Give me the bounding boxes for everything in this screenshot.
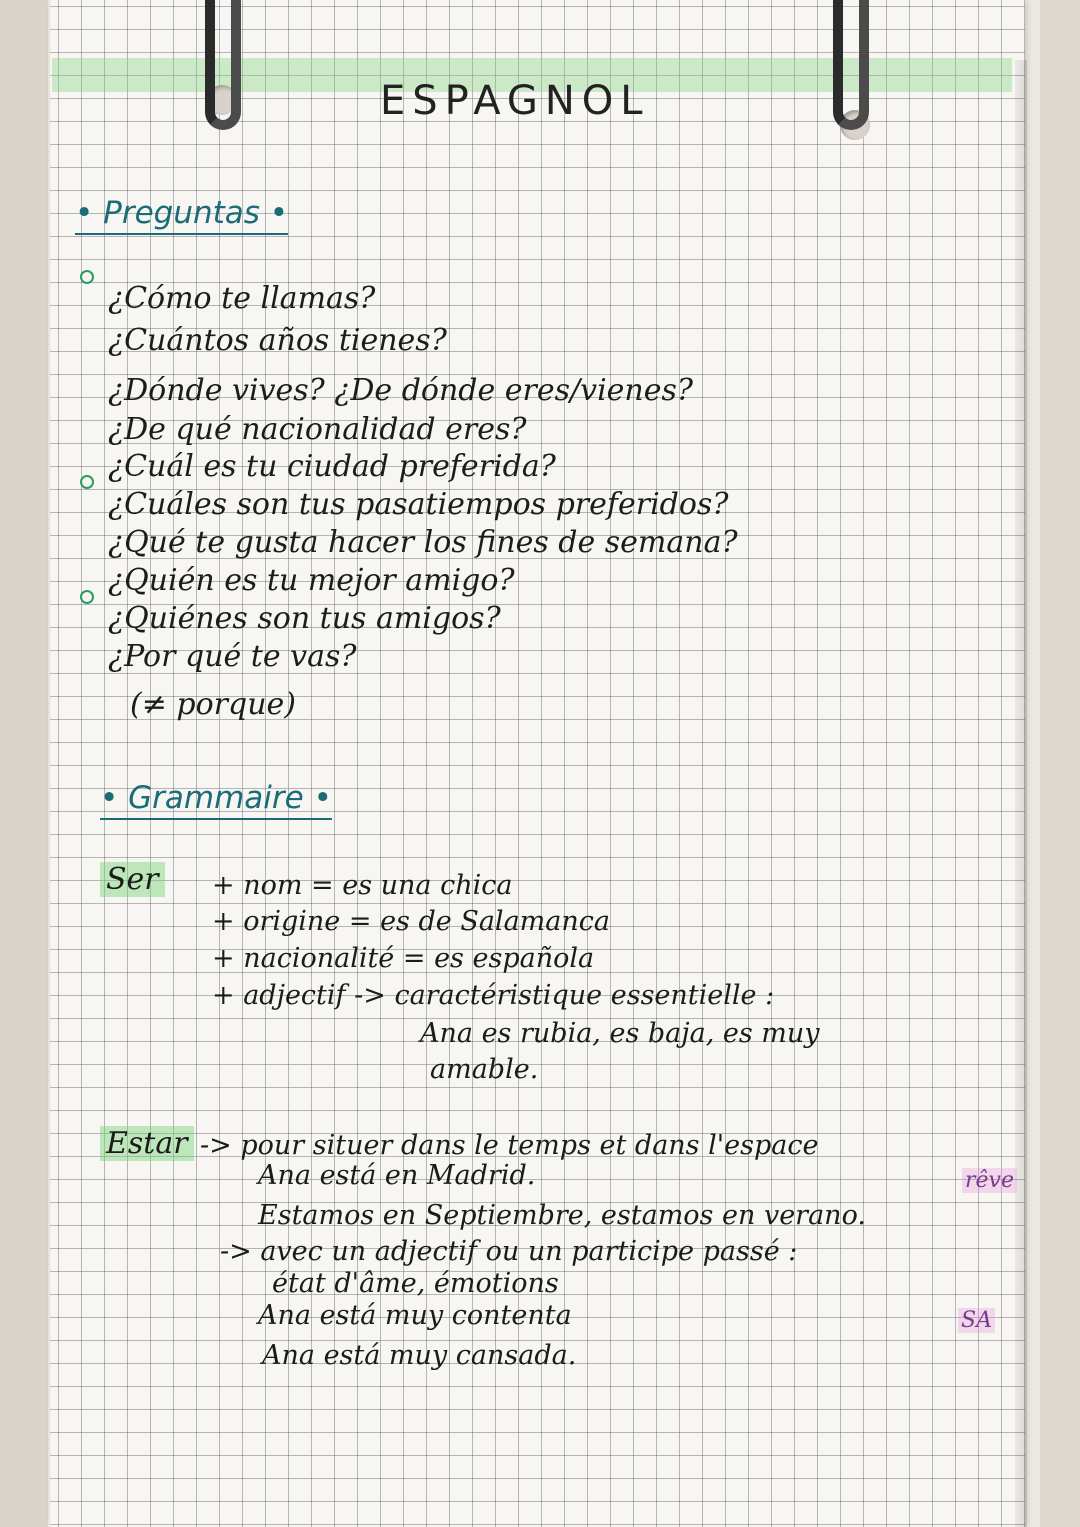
estar-line-1: -> pour situer dans le temps et dans l'espace [200, 1130, 819, 1161]
ser-example-2: amable. [430, 1054, 539, 1085]
estar-line-3: Estamos en Septiembre, estamos en verano. [258, 1200, 866, 1231]
question-7: ¿Qué te gusta hacer los fines de semana? [108, 525, 738, 560]
estar-line-6: Ana está muy contenta [258, 1300, 572, 1331]
ser-line-2: + origine = es de Salamanca [212, 906, 610, 937]
bullet-marker [80, 270, 94, 284]
ser-label: Ser [100, 862, 165, 897]
estar-line-5: état d'âme, émotions [272, 1268, 559, 1299]
question-1: ¿Cómo te llamas? [108, 281, 376, 316]
margin-note-sa [958, 1308, 995, 1333]
ser-example-1: Ana es rubia, es baja, es muy [420, 1018, 820, 1049]
question-4: ¿De qué nacionalidad eres? [108, 412, 527, 447]
question-note: (≠ porque) [130, 687, 296, 722]
question-2: ¿Cuántos años tienes? [108, 323, 447, 358]
binder-ring-right [833, 0, 869, 130]
estar-label: Estar [100, 1126, 194, 1161]
margin-note-text: rêve [962, 1168, 1017, 1193]
estar-line-2: Ana está en Madrid. [258, 1160, 536, 1191]
ser-line-4: + adjectif -> caractéristique essentielle : [212, 980, 775, 1011]
section-heading-grammaire: • Grammaire • [100, 780, 332, 820]
bullet-marker [80, 475, 94, 489]
margin-note-text: SA [958, 1308, 995, 1333]
question-10: ¿Por qué te vas? [108, 639, 357, 674]
ser-line-1: + nom = es una chica [212, 870, 513, 901]
question-3: ¿Dónde vives? ¿De dónde eres/vienes? [108, 373, 693, 408]
question-9: ¿Quiénes son tus amigos? [108, 601, 501, 636]
ser-line-3: + nacionalité = es española [212, 943, 595, 974]
question-8: ¿Quién es tu mejor amigo? [108, 563, 515, 598]
page-title: ESPAGNOL [380, 78, 650, 124]
estar-line-4: -> avec un adjectif ou un participe passé : [220, 1236, 798, 1267]
question-6: ¿Cuáles son tus pasatiempos preferidos? [108, 487, 729, 522]
section-heading-preguntas: • Preguntas • [75, 195, 288, 235]
bullet-marker [80, 590, 94, 604]
binder-ring-left [205, 0, 241, 130]
estar-line-7: Ana está muy cansada. [262, 1340, 577, 1371]
page-edge-shadow [1015, 60, 1027, 1527]
question-5: ¿Cuál es tu ciudad preferida? [108, 449, 556, 484]
margin-note-reve [962, 1168, 1017, 1193]
